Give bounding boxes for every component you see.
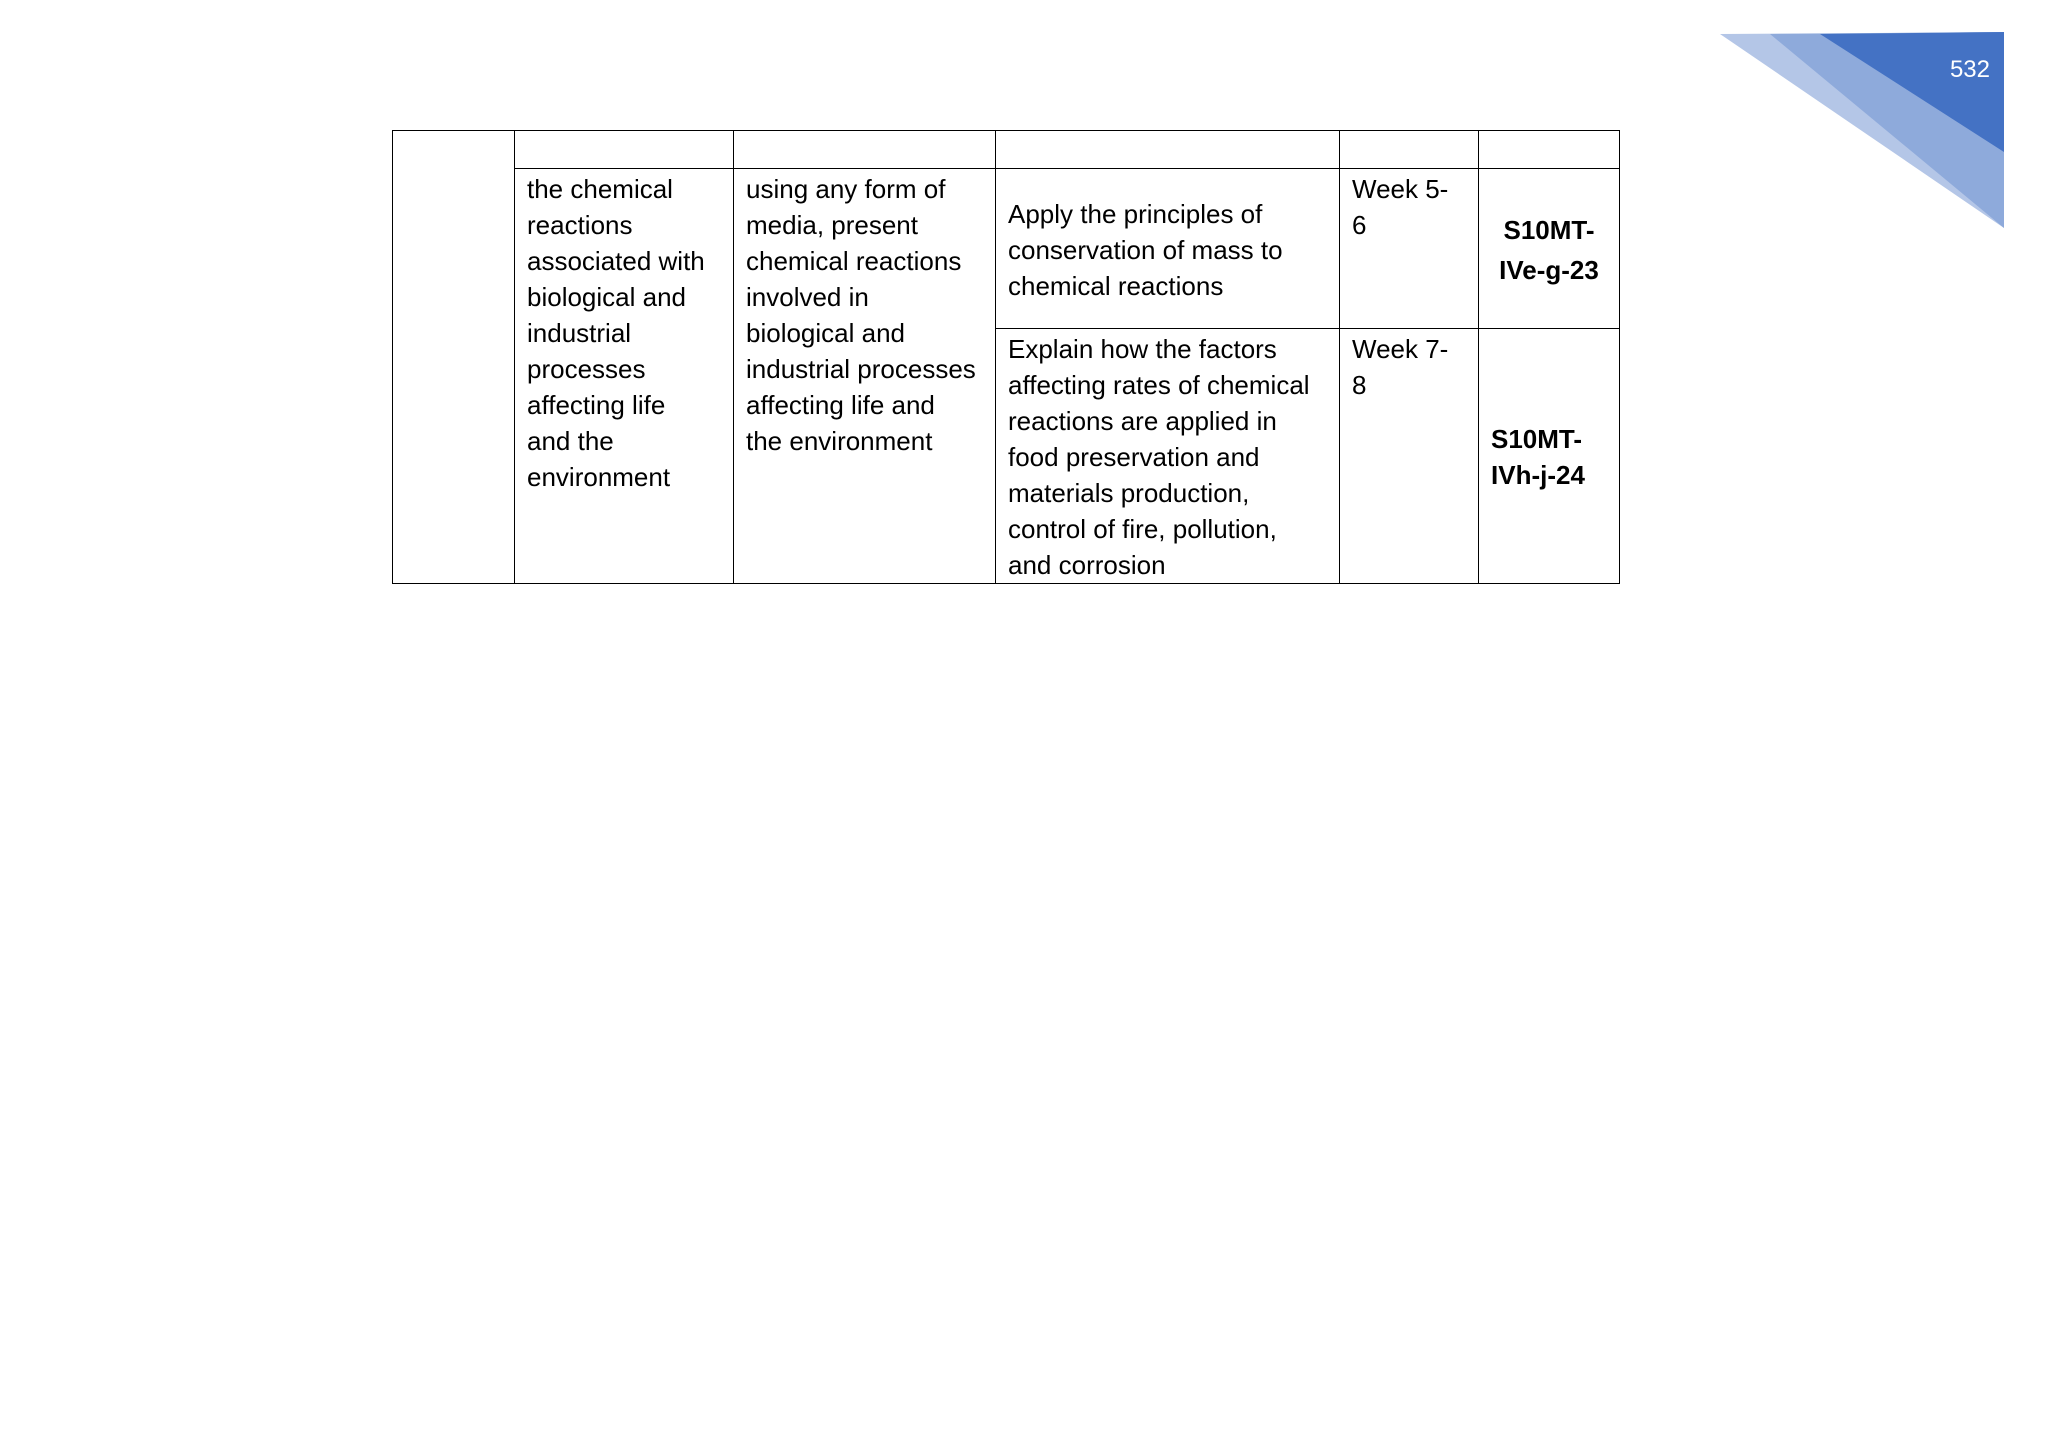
performance-standard-text: using any form of media, present chemical reactions involved in biological and industrial processes affecting life and the environment [746, 174, 976, 456]
performance-standard-cell [734, 169, 996, 584]
table-header-cell [1479, 131, 1620, 169]
content-standard-text: the chemical reactions associated with biological and industrial processes affecting life and the environment [527, 174, 705, 492]
code-cell [1479, 329, 1620, 584]
competency-code: S10MT- IVe-g-23 [1499, 214, 1599, 285]
table-row [393, 169, 1620, 329]
duration-cell [1340, 169, 1479, 329]
competency-code: S10MT- IVh-j-24 [1491, 424, 1585, 490]
table-header-cell [1340, 131, 1479, 169]
page-number: 532 [1949, 56, 1990, 83]
duration-cell [1340, 329, 1479, 584]
table-cell-quarter [393, 131, 515, 584]
table-header-cell [515, 131, 734, 169]
content-standard-cell [515, 169, 734, 584]
code-cell [1479, 169, 1620, 329]
table-header-cell [996, 131, 1340, 169]
competency-text: Apply the principles of conservation of mass to chemical reactions [1008, 198, 1283, 301]
competency-cell [996, 169, 1340, 329]
competency-text: Explain how the factors affecting rates of chemical reactions are applied in food preservation and materials production, control of fire, pollution, and corrosion [1008, 334, 1310, 580]
table-header-row [393, 131, 1620, 169]
duration-text: Week 7- 8 [1352, 334, 1449, 400]
competency-cell [996, 329, 1340, 584]
curriculum-table [392, 130, 1620, 584]
table-header-cell [734, 131, 996, 169]
duration-text: Week 5- 6 [1352, 174, 1449, 240]
